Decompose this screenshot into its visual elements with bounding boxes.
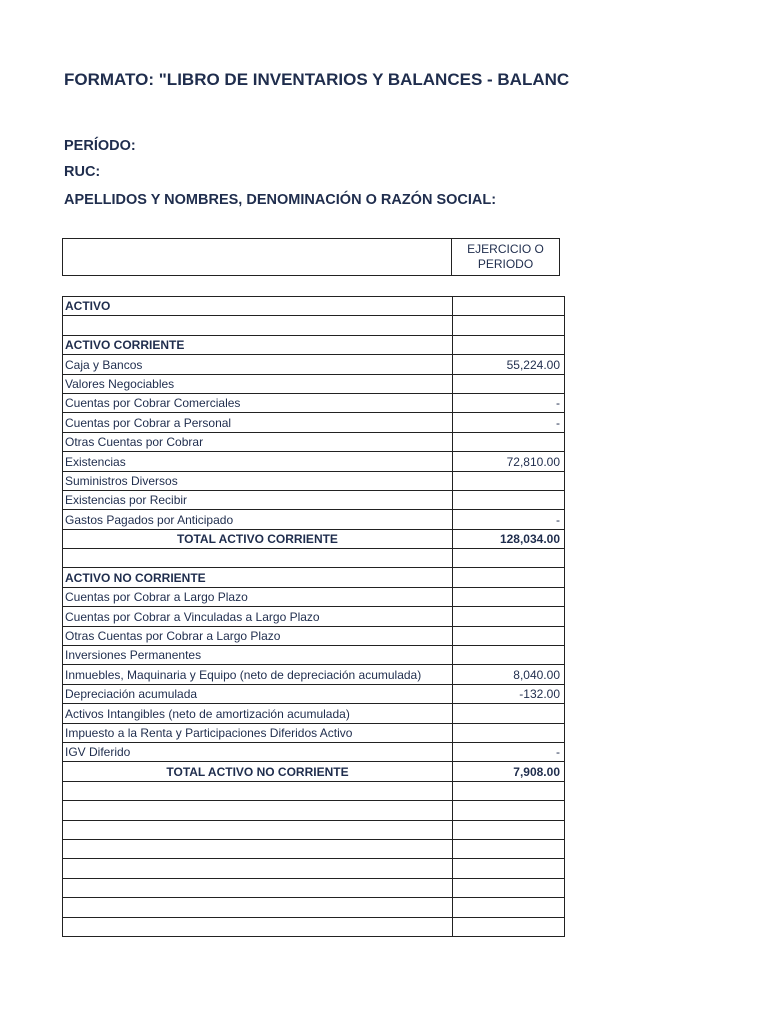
row-value — [453, 490, 565, 509]
row-label: Inmuebles, Maquinaria y Equipo (neto de depreciación acumulada) — [63, 665, 453, 684]
row-label — [63, 878, 453, 897]
row-label — [63, 839, 453, 858]
row-label: Cuentas por Cobrar a Largo Plazo — [63, 587, 453, 606]
row-value — [453, 859, 565, 878]
row-label: Cuentas por Cobrar Comerciales — [63, 393, 453, 412]
row-value: 72,810.00 — [453, 452, 565, 471]
table-row — [63, 665, 565, 684]
row-label: Depreciación acumulada — [63, 684, 453, 703]
table-row — [63, 490, 565, 509]
row-value — [453, 839, 565, 858]
table-row — [63, 781, 565, 800]
table-row — [63, 820, 565, 839]
table-row — [63, 839, 565, 858]
periodo-label: PERÍODO: — [64, 138, 136, 154]
document-title: FORMATO: "LIBRO DE INVENTARIOS Y BALANCES - BALANC — [64, 70, 570, 89]
table-row — [63, 335, 565, 354]
row-label — [63, 859, 453, 878]
table-row — [63, 316, 565, 335]
row-label — [63, 801, 453, 820]
column-header-box — [62, 238, 560, 276]
row-value: - — [453, 742, 565, 761]
row-label: Impuesto a la Renta y Participaciones Diferidos Activo — [63, 723, 453, 742]
row-value: 7,908.00 — [453, 762, 565, 781]
table-row — [63, 568, 565, 587]
column-header-label: EJERCICIO O PERIODO — [467, 242, 544, 271]
table-row — [63, 471, 565, 490]
row-value — [453, 898, 565, 917]
table-row — [63, 452, 565, 471]
table-row — [63, 549, 565, 568]
table-row — [63, 917, 565, 936]
row-label — [63, 781, 453, 800]
table-row — [63, 704, 565, 723]
row-value — [453, 723, 565, 742]
row-value — [453, 820, 565, 839]
table-row — [63, 432, 565, 451]
row-label: Cuentas por Cobrar a Personal — [63, 413, 453, 432]
row-label: Suministros Diversos — [63, 471, 453, 490]
row-value — [453, 704, 565, 723]
row-value — [453, 917, 565, 936]
row-label: Cuentas por Cobrar a Vinculadas a Largo Plazo — [63, 607, 453, 626]
row-value: 8,040.00 — [453, 665, 565, 684]
row-value — [453, 297, 565, 316]
row-value — [453, 471, 565, 490]
row-label: Otras Cuentas por Cobrar a Largo Plazo — [63, 626, 453, 645]
row-label: Existencias por Recibir — [63, 490, 453, 509]
row-label: Inversiones Permanentes — [63, 646, 453, 665]
row-value — [453, 335, 565, 354]
row-value — [453, 626, 565, 645]
table-row — [63, 626, 565, 645]
razon-social-label: APELLIDOS Y NOMBRES, DENOMINACIÓN O RAZÓN SOCIAL: — [64, 192, 497, 208]
row-label: TOTAL ACTIVO CORRIENTE — [63, 529, 453, 548]
row-label: TOTAL ACTIVO NO CORRIENTE — [63, 762, 453, 781]
row-label: Existencias — [63, 452, 453, 471]
ruc-label: RUC: — [64, 164, 101, 180]
row-label — [63, 917, 453, 936]
row-label: IGV Diferido — [63, 742, 453, 761]
row-value — [453, 549, 565, 568]
table-row — [63, 762, 565, 781]
row-value — [453, 568, 565, 587]
balance-table-body — [63, 297, 565, 937]
row-label: ACTIVO CORRIENTE — [63, 335, 453, 354]
row-value — [453, 646, 565, 665]
row-value: -132.00 — [453, 684, 565, 703]
row-value — [453, 432, 565, 451]
row-label — [63, 549, 453, 568]
row-value: - — [453, 413, 565, 432]
row-label: Valores Negociables — [63, 374, 453, 393]
row-label: Caja y Bancos — [63, 355, 453, 374]
row-value — [453, 374, 565, 393]
table-row — [63, 510, 565, 529]
row-value: - — [453, 393, 565, 412]
row-value — [453, 587, 565, 606]
row-label — [63, 898, 453, 917]
table-row — [63, 723, 565, 742]
row-value — [453, 878, 565, 897]
table-row — [63, 742, 565, 761]
row-value — [453, 801, 565, 820]
row-value: - — [453, 510, 565, 529]
row-label — [63, 316, 453, 335]
row-label — [63, 820, 453, 839]
row-label: Activos Intangibles (neto de amortización acumulada) — [63, 704, 453, 723]
table-row — [63, 607, 565, 626]
table-row — [63, 859, 565, 878]
row-value: 55,224.00 — [453, 355, 565, 374]
table-row — [63, 587, 565, 606]
table-row — [63, 393, 565, 412]
row-label: ACTIVO — [63, 297, 453, 316]
row-value: 128,034.00 — [453, 529, 565, 548]
row-label: Gastos Pagados por Anticipado — [63, 510, 453, 529]
table-row — [63, 529, 565, 548]
table-row — [63, 355, 565, 374]
balance-table — [62, 296, 565, 937]
row-value — [453, 781, 565, 800]
row-label: ACTIVO NO CORRIENTE — [63, 568, 453, 587]
table-row — [63, 684, 565, 703]
table-row — [63, 801, 565, 820]
table-row — [63, 297, 565, 316]
row-value — [453, 607, 565, 626]
row-value — [453, 316, 565, 335]
table-row — [63, 878, 565, 897]
row-label: Otras Cuentas por Cobrar — [63, 432, 453, 451]
table-row — [63, 898, 565, 917]
table-row — [63, 646, 565, 665]
table-row — [63, 374, 565, 393]
table-row — [63, 413, 565, 432]
